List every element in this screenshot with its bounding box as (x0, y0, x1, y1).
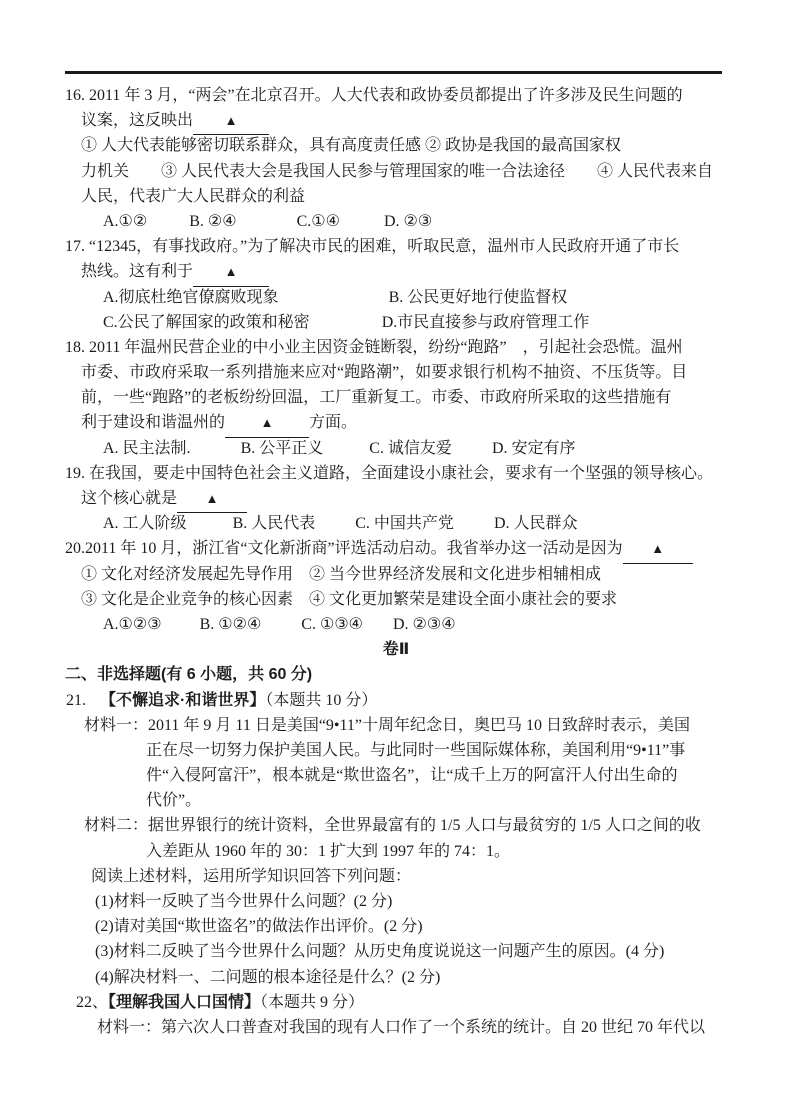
q21-subquestion-4: (4)解决材料一、二问题的根本途径是什么？(2 分) (95, 968, 441, 986)
q20-options: A.①②③ B. ①②④ C. ①③④ D. ②③④ (103, 615, 456, 633)
q21-read-prompt: 阅读上述材料，运用所学知识回答下列问题： (91, 867, 412, 885)
q20-items-1-2: ① 文化对经济发展起先导作用 ② 当今世界经济发展和文化进步相辅相成 (81, 565, 602, 583)
answer-blank-marker: ▲ (193, 108, 269, 135)
q16-options: A.①② B. ②④ C.①④ D. ②③ (103, 212, 433, 230)
q21-material-2-line-2: 入差距从 1960 年的 30：1 扩大到 1997 年的 74：1。 (146, 842, 511, 860)
q16-line-1: 16. 2011 年 3 月，“两会”在北京召开。人大代表和政协委员都提出了许多涉及民生问题的 (65, 87, 683, 104)
q22-heading: 22、【理解我国人口国情】（本题共 9 分） (76, 993, 365, 1011)
q17-options-ab: A.彻底杜绝官僚腐败现象 B. 公民更好地行使监督权 (103, 288, 568, 306)
q18-options: A. 民主法制. B. 公平正义 C. 诚信友爱 D. 安定有序 (103, 439, 576, 457)
answer-blank-marker: ▲ (225, 410, 309, 437)
q21-material-2-line-1: 材料二：据世界银行的统计资料，全世界最富有的 1/5 人口与最贫穷的 1/5 人口之间的收 (84, 817, 701, 835)
q21-material-1-line-3: 件“入侵阿富汗”，根本就是“欺世盗名”，让“成千上万的阿富汗人付出生命的 (146, 767, 678, 785)
q20-line-1: 20.2011 年 10 月，浙江省“文化新浙商”评选活动启动。我省举办这一活动是因为 ▲ (0, 536, 792, 561)
q21-subquestion-3: (3)材料二反映了当今世界什么问题？从历史角度说说这一问题产生的原因。(4 分) (95, 943, 665, 961)
section-heading-nonchoice: 二、非选择题(有 6 小题，共 60 分) (65, 666, 313, 684)
q16-item-1-2: ① 人大代表能够密切联系群众，具有高度责任感 ② 政协是我国的最高国家权 (81, 137, 622, 155)
q22-material-1-line-1: 材料一：第六次人口普查对我国的现有人口作了一个系统的统计。自 20 世纪 70 年代以 (97, 1018, 706, 1036)
q21-heading: 21. 【不懈追求·和谐世界】（本题共 10 分） (66, 691, 378, 709)
q18-line-1: 18. 2011 年温州民营企业的中小业主因资金链断裂，纷纷“跑路” ，引起社会恐慌。温州 (65, 338, 683, 356)
document-lines (0, 83, 792, 1040)
q16-item-4-cont: 人民，代表广大人民群众的利益 (81, 187, 306, 205)
top-rule (65, 71, 722, 74)
q19-line-1: 19. 在我国，要走中国特色社会主义道路，全面建设小康社会，要求有一个坚强的领导核心。 (65, 464, 714, 482)
q18-line-2: 市委、市政府采取一系列措施来应对“跑路潮”，如要求银行机构不抽资、不压货等。目 (81, 364, 688, 382)
answer-blank-marker: ▲ (193, 259, 269, 286)
q19-line-2: 这个核心就是 ▲ (0, 486, 792, 511)
q21-material-1-line-4: 代价”。 (146, 792, 202, 810)
q17-line-2: 热线。这有利于 ▲ (0, 259, 792, 284)
q17-options-cd: C.公民了解国家的政策和秘密 D.市民直接参与政府管理工作 (103, 313, 590, 331)
q21-subquestion-2: (2)请对美国“欺世盗名”的做法作出评价。(2 分) (95, 918, 423, 936)
q21-material-1-line-1: 材料一：2011 年 9 月 11 日是美国“9•11”十周年纪念日，奥巴马 10 日致辞时表示，美国 (84, 716, 691, 734)
q20-items-3-4: ③ 文化是企业竞争的核心因素 ④ 文化更加繁荣是建设全面小康社会的要求 (81, 590, 618, 608)
q16-line-2: 议案，这反映出 ▲ (0, 108, 792, 133)
q16-item-3-4: 力机关 ③ 人民代表大会是我国人民参与管理国家的唯一合法途径 ④ 人民代表来自 (81, 162, 714, 180)
q18-line-3: 前，一些“跑路”的老板纷纷回温，工厂重新复工。市委、市政府所采取的这些措施有 (81, 389, 672, 407)
q19-options: A. 工人阶级 B. 人民代表 C. 中国共产党 D. 人民群众 (103, 515, 578, 533)
answer-blank-marker: ▲ (623, 536, 693, 563)
answer-blank-marker: ▲ (177, 486, 247, 513)
q21-subquestion-1: (1)材料一反映了当今世界什么问题？(2 分) (95, 893, 393, 910)
q21-material-1-line-2: 正在尽一切努力保护美国人民。与此同时一些国际媒体称，美国利用“9•11”事 (146, 741, 686, 759)
section-title-juan2: 卷Ⅱ (382, 641, 410, 659)
q17-line-1: 17. “12345，有事找政府。”为了解决市民的困难，听取民意，温州市人民政府开通了市长 (65, 238, 680, 256)
q18-line-4: 利于建设和谐温州的 ▲ 方面。 (0, 410, 792, 435)
